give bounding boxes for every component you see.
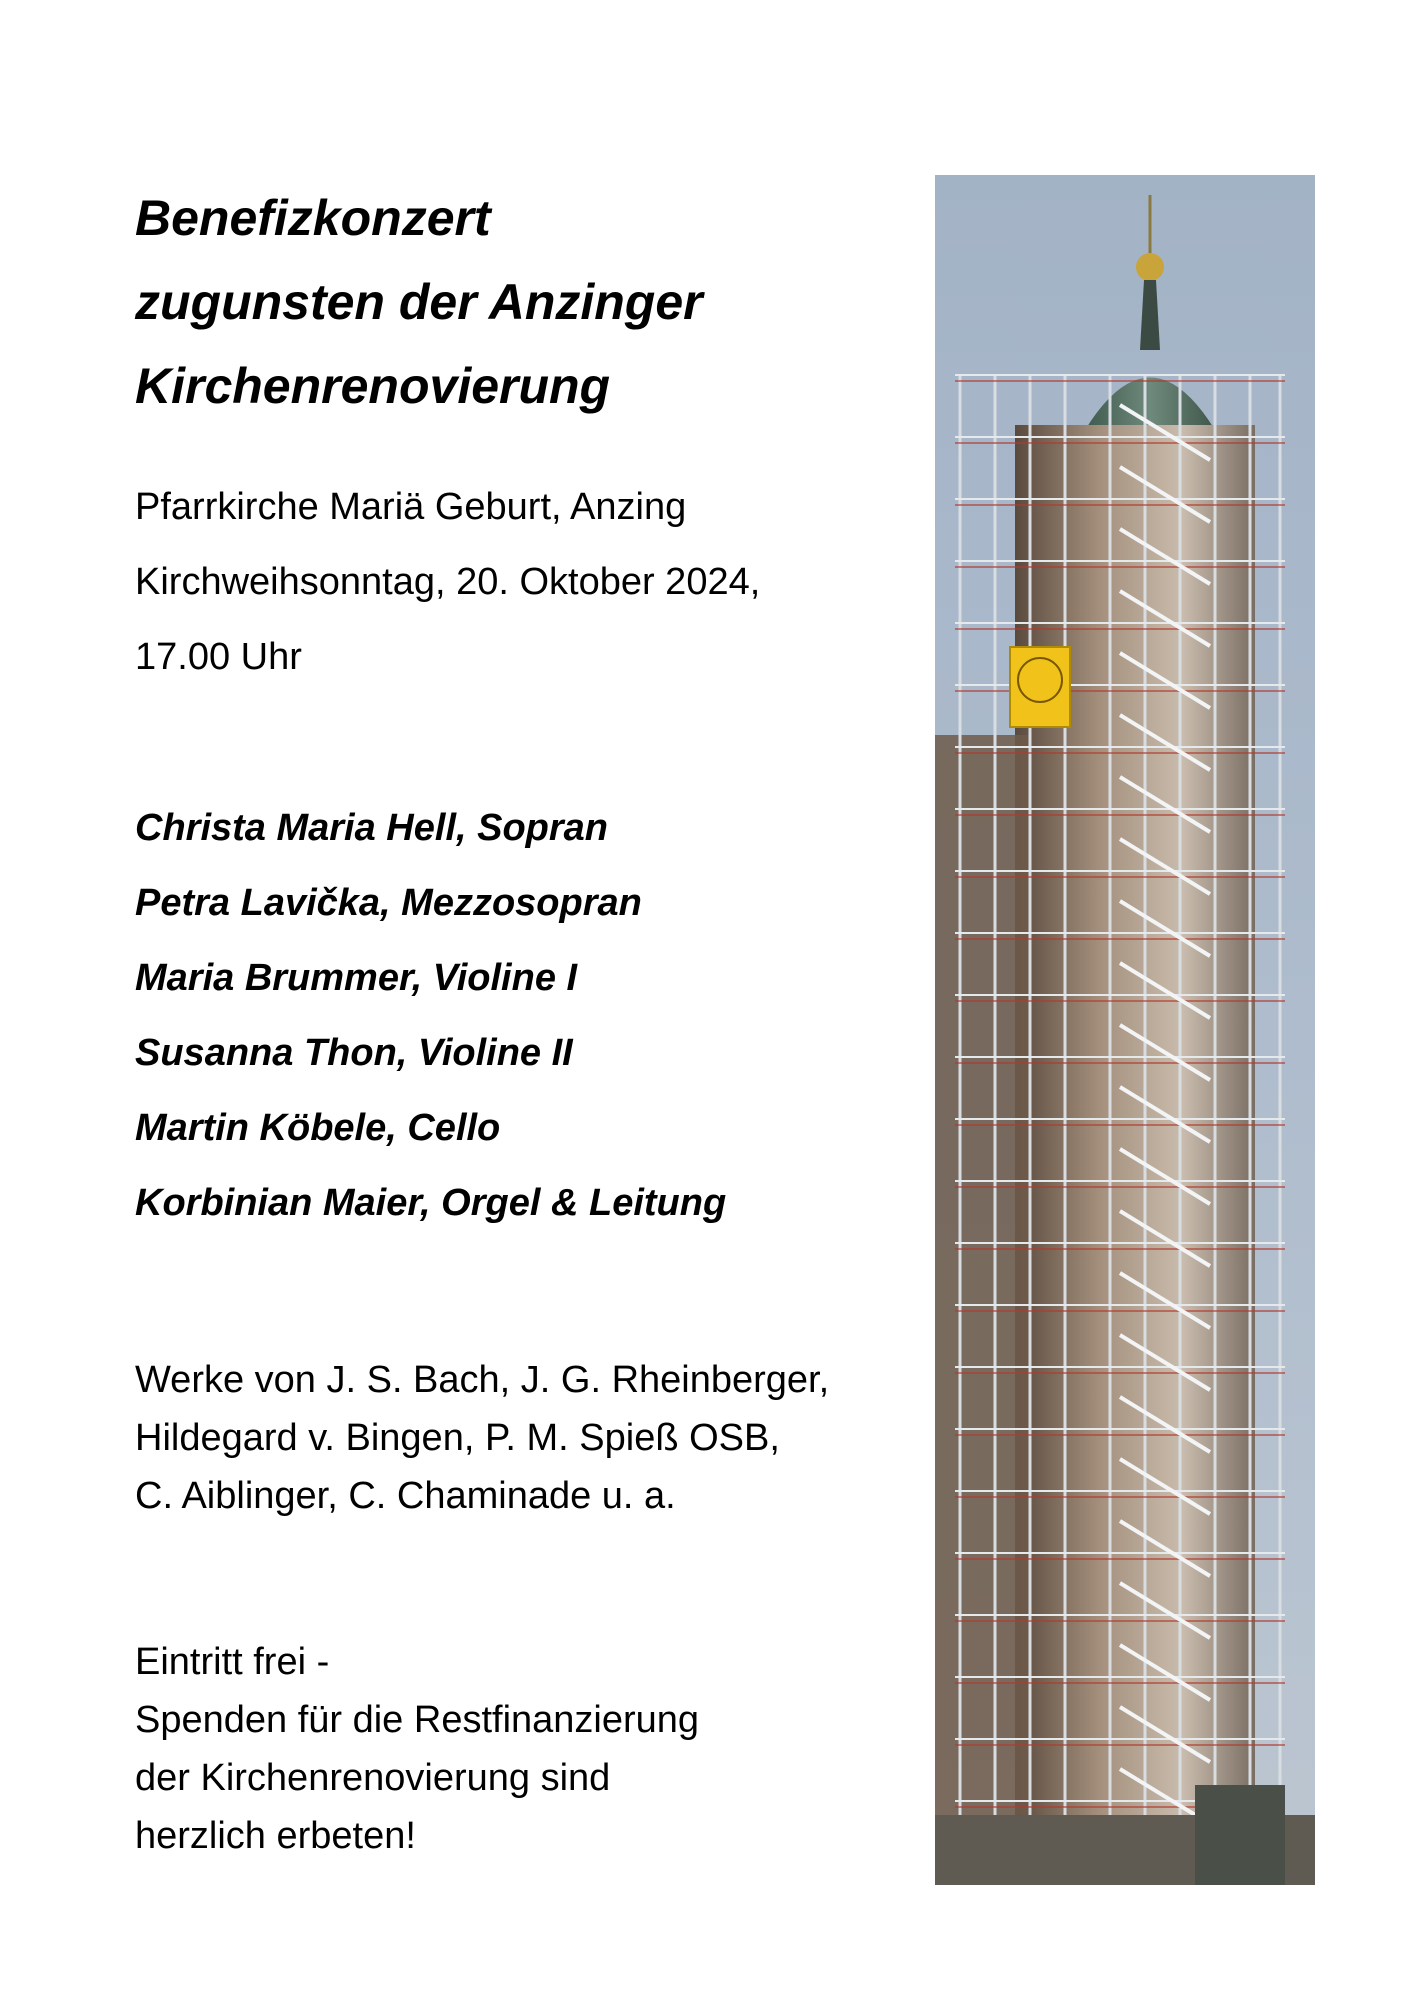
performer-item: Christa Maria Hell, Sopran bbox=[135, 807, 609, 849]
works-line: C. Aiblinger, C. Chaminade u. a. bbox=[135, 1475, 676, 1517]
performer-item: Maria Brummer, Violine I bbox=[135, 957, 578, 999]
admission-line: Spenden für die Restfinanzierung bbox=[135, 1699, 700, 1741]
church-tower-photo bbox=[935, 175, 1315, 1885]
performer-item: Korbinian Maier, Orgel & Leitung bbox=[135, 1182, 727, 1224]
performer-item: Susanna Thon, Violine II bbox=[135, 1032, 573, 1074]
title-line: Kirchenrenovierung bbox=[135, 358, 611, 414]
performer-item: Martin Köbele, Cello bbox=[135, 1107, 501, 1149]
performer-item: Petra Lavička, Mezzosopran bbox=[135, 882, 642, 924]
title-line: Benefizkonzert bbox=[135, 190, 491, 246]
event-date: Kirchweihsonntag, 20. Oktober 2024, bbox=[135, 561, 761, 603]
foreground-building bbox=[1195, 1785, 1285, 1885]
tower-wall bbox=[1015, 425, 1255, 1885]
admission-line: Eintritt frei - bbox=[135, 1641, 330, 1683]
event-details bbox=[135, 470, 760, 695]
tower-illustration bbox=[935, 175, 1315, 1885]
spire-ball bbox=[1136, 253, 1164, 281]
title-line: zugunsten der Anzinger bbox=[135, 274, 703, 330]
poster-title bbox=[135, 176, 703, 428]
works-program bbox=[135, 1351, 829, 1525]
admission-line: der Kirchenrenovierung sind bbox=[135, 1757, 611, 1799]
admission-line: herzlich erbeten! bbox=[135, 1815, 416, 1857]
works-line: Werke von J. S. Bach, J. G. Rheinberger, bbox=[135, 1359, 830, 1401]
event-time: 17.00 Uhr bbox=[135, 636, 302, 678]
admission-note bbox=[135, 1633, 699, 1865]
event-venue: Pfarrkirche Mariä Geburt, Anzing bbox=[135, 486, 687, 528]
works-line: Hildegard v. Bingen, P. M. Spieß OSB, bbox=[135, 1417, 780, 1459]
performer-list bbox=[135, 791, 726, 1241]
